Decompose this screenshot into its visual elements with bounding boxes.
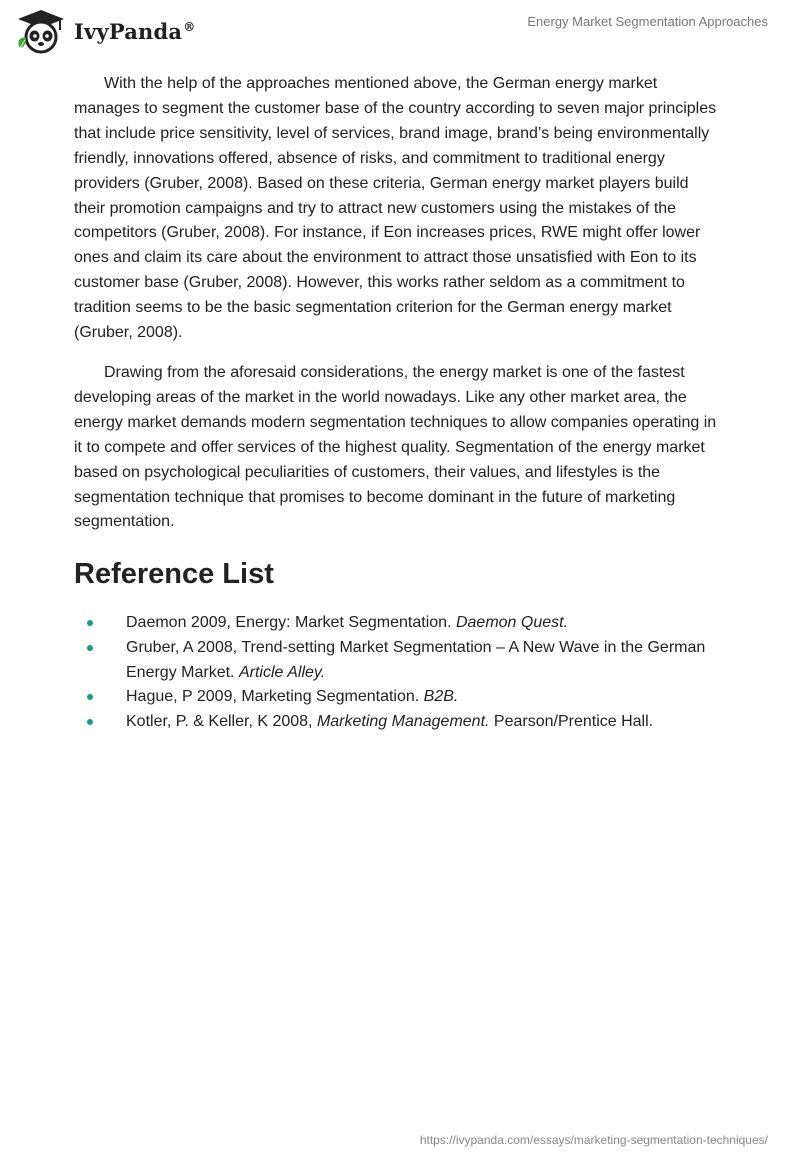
reference-publisher: Pearson/Prentice Hall. bbox=[489, 712, 654, 730]
page-header bbox=[0, 0, 800, 60]
source-url-link[interactable]: https://ivypanda.com/essays/marketing-segmentation-techniques/ bbox=[419, 1133, 768, 1147]
registered-mark: ® bbox=[183, 19, 196, 34]
reference-text: Gruber, A 2008, Trend-setting Market Segmentation – A New Wave in the German Energy Market. bbox=[126, 638, 706, 681]
reference-text: Kotler, P. & Keller, K 2008, bbox=[126, 712, 317, 730]
reference-text: Hague, P 2009, Marketing Segmentation. bbox=[126, 688, 424, 706]
body-paragraph-2: Drawing from the aforesaid considerations, the energy market is one of the fastest developing areas of the market in the world nowadays. Like any other market area, the energy market demands modern segmentation techniques to allow companies operating in it to compete and offer services of the highest quality. Segmentation of the energy market based on psychological peculiarities of customers, their values, and lifestyles is the segmentation technique that promises to become dominant in the future of marketing segmentation. bbox=[74, 363, 717, 531]
reference-item bbox=[74, 611, 722, 636]
panda-graduate-icon bbox=[14, 8, 68, 54]
logo-text: IvyPanda bbox=[74, 18, 183, 44]
reference-source: Marketing Management. bbox=[316, 712, 490, 730]
reference-item bbox=[74, 636, 722, 685]
bullet-icon bbox=[87, 645, 93, 651]
document-body bbox=[74, 72, 722, 734]
reference-item bbox=[74, 685, 722, 710]
reference-source: Daemon Quest. bbox=[455, 614, 569, 632]
reference-source: B2B. bbox=[423, 688, 459, 706]
reference-list-heading: Reference List bbox=[74, 558, 274, 591]
reference-list bbox=[74, 611, 722, 734]
bullet-icon bbox=[87, 719, 93, 725]
body-paragraph-1: With the help of the approaches mentioned above, the German energy market manages to segment the customer base of the country according to seven major principles that include price sensitivity, level of services, brand image, brand’s being environmentally friendly, innovations offered, absence of risks, and commitment to traditional energy providers (Gruber, 2008). Based on these criteria, German energy market players build their promotion campaigns and try to attract new customers using the mistakes of the competitors (Gruber, 2008). For instance, if Eon increases prices, RWE might offer lower ones and claim its care about the environment to attract those unsatisfied with Eon to its customer base (Gruber, 2008). However, this works rather seldom as a commitment to tradition seems to be the basic segmentation criterion for the German energy market (Gruber, 2008). bbox=[74, 75, 717, 342]
ivypanda-logo[interactable] bbox=[14, 8, 195, 54]
reference-source: Article Alley. bbox=[238, 663, 326, 681]
reference-text: Daemon 2009, Energy: Market Segmentation. bbox=[126, 614, 456, 632]
bullet-icon bbox=[87, 620, 93, 626]
running-title: Energy Market Segmentation Approaches bbox=[527, 14, 768, 29]
reference-item bbox=[74, 710, 722, 735]
bullet-icon bbox=[87, 694, 93, 700]
